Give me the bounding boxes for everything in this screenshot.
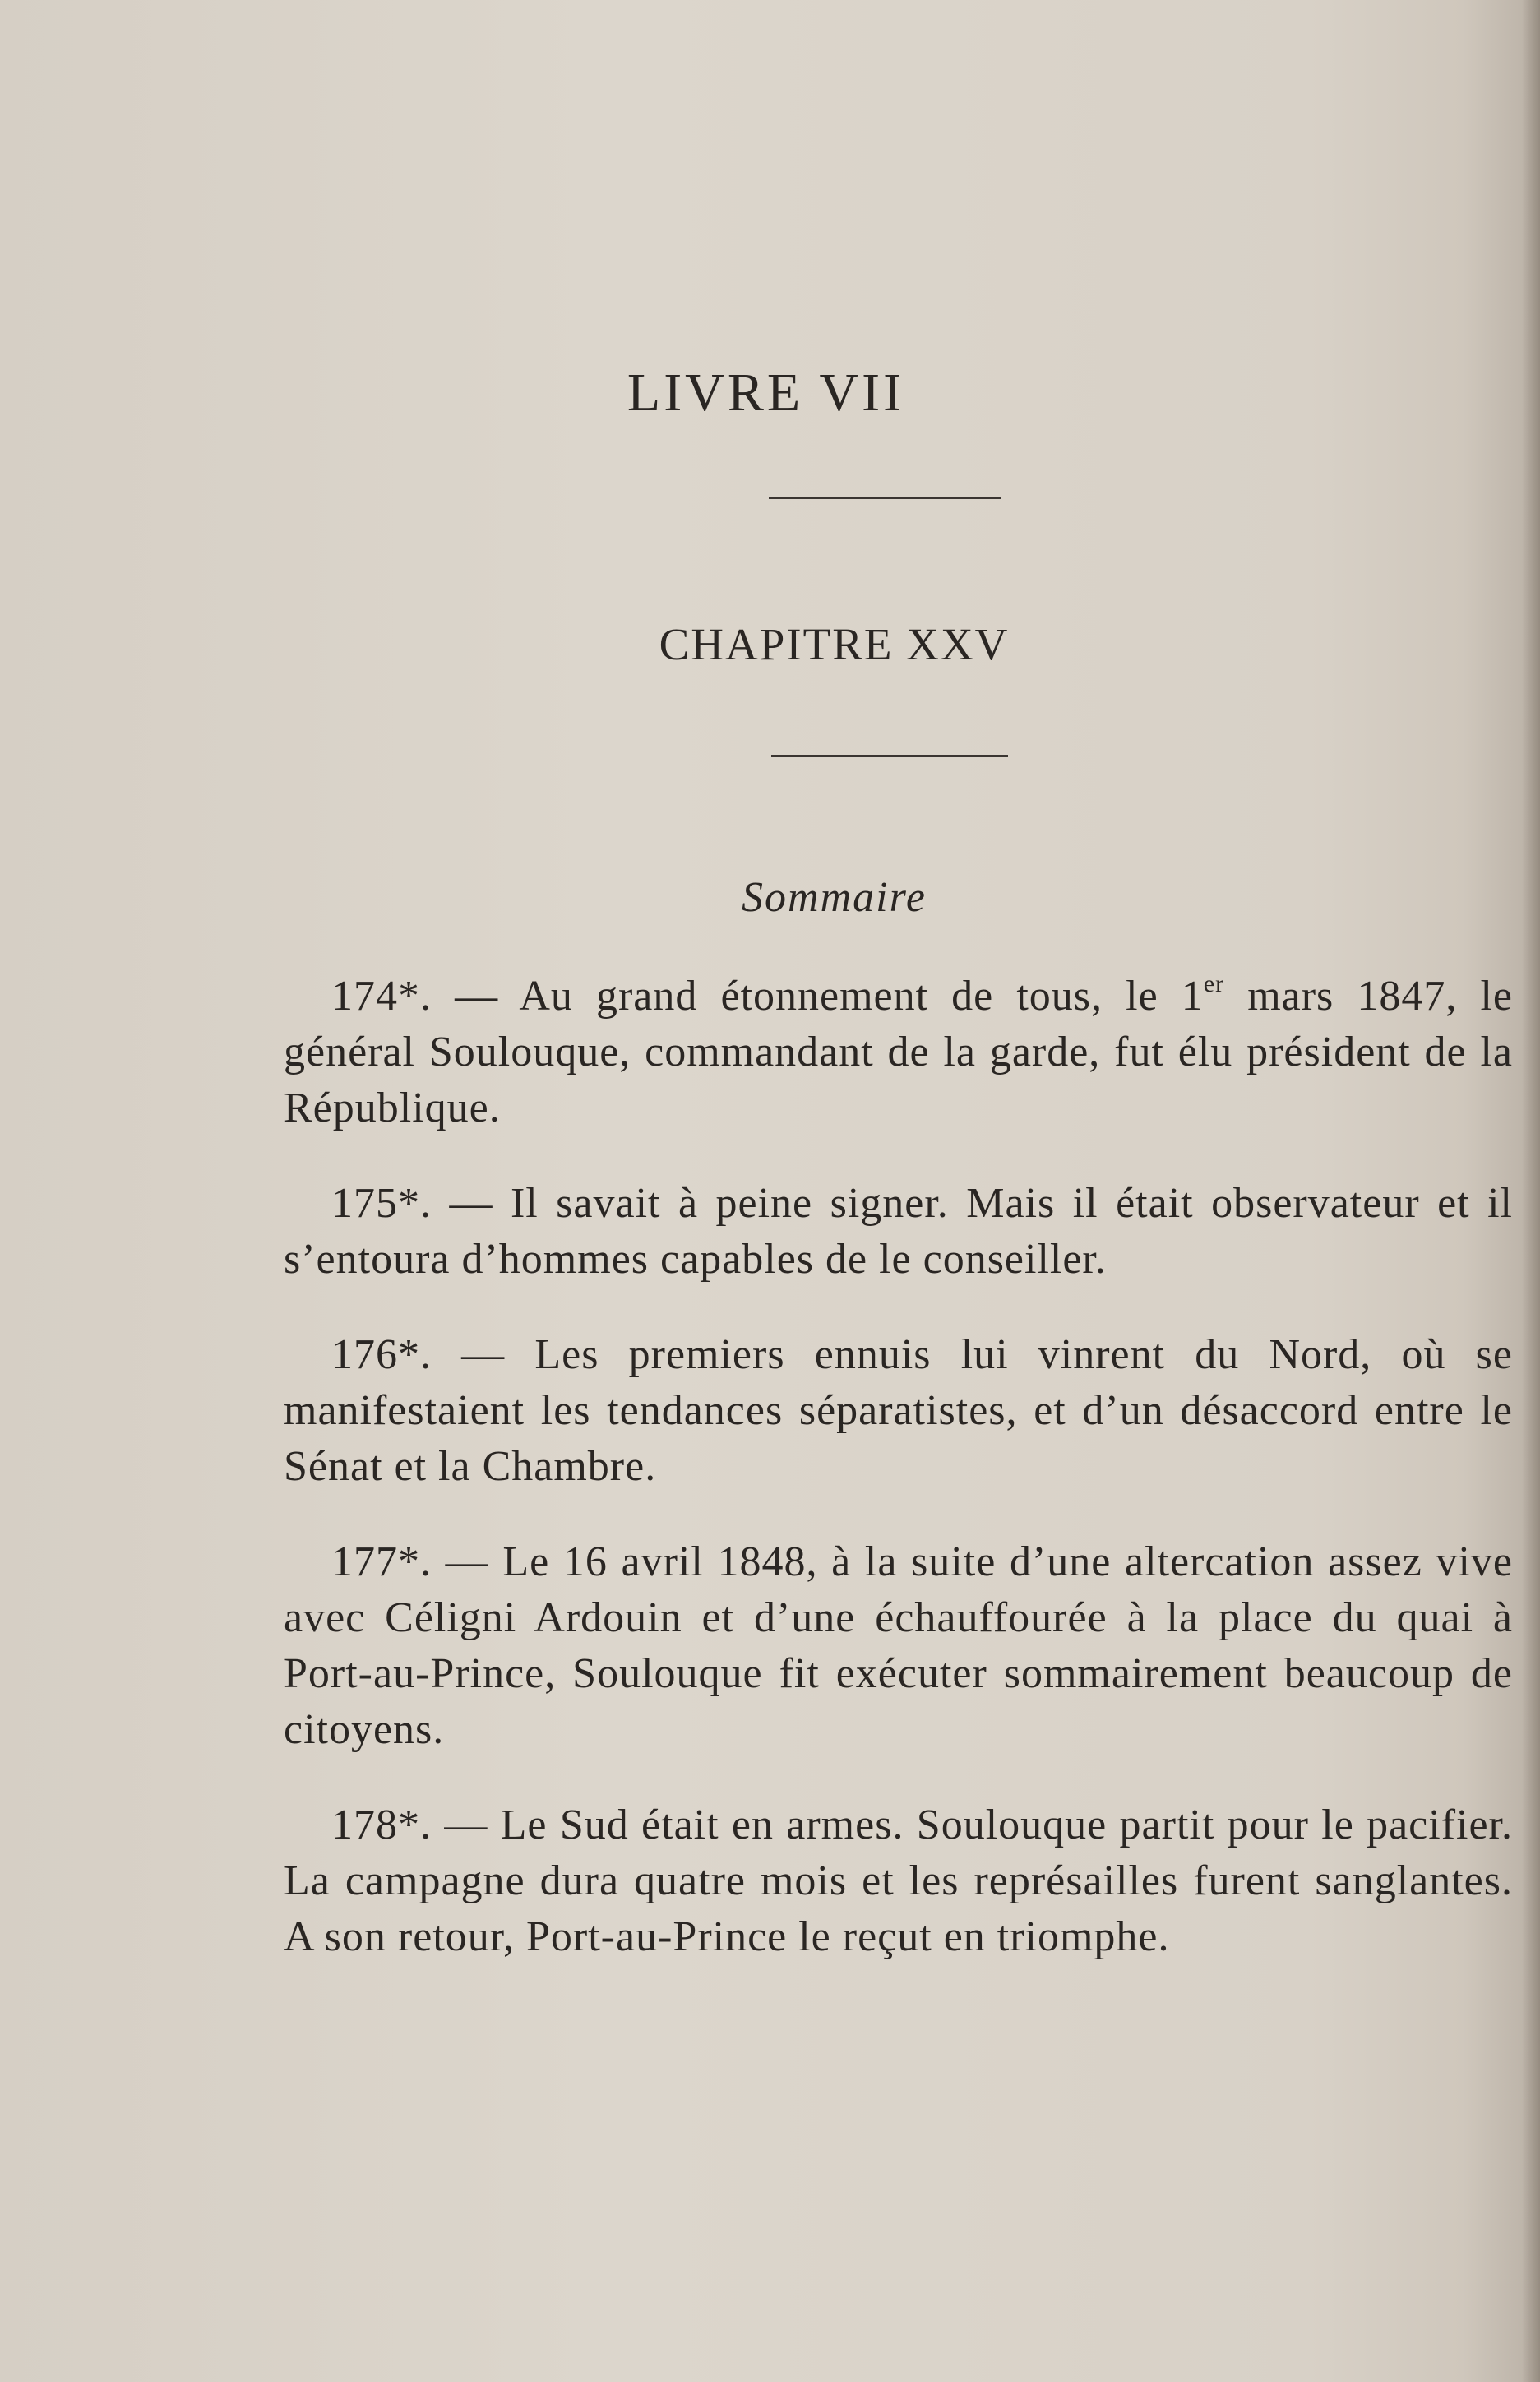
paragraph-number: 175*. (331, 1180, 432, 1227)
paragraph-178 (284, 1797, 1513, 1965)
summary-heading: Sommaire (742, 874, 927, 921)
paragraph-text: mars 1847, le général Soulouque, commandant de la garde, fut élu président de la République. (284, 973, 1514, 1131)
paragraph-text: — Au grand étonnement de tous, le 1 (432, 973, 1204, 1020)
page-edge-shadow (1522, 0, 1540, 2382)
title-divider (769, 497, 1001, 499)
paragraph-text: — Le Sud était en armes. Soulouque partit pour le pacifier. La campagne dura quatre mois et les représailles furent sanglantes. A son retour, Port-au-Prince le reçut en triomphe. (284, 1802, 1513, 1960)
ordinal-superscript: er (1203, 970, 1225, 997)
paragraph-text: — Le 16 avril 1848, à la suite d’une altercation assez vive avec Céligni Ardouin et d’une échauffourée à la place du quai à Port-au-Prince, Soulouque fit exécuter sommairement beaucoup de citoyens. (284, 1538, 1513, 1753)
paragraph-number: 174*. (331, 973, 432, 1020)
paragraph-177 (284, 1534, 1513, 1758)
paragraph-text: — Il savait à peine signer. Mais il était observateur et il s’entoura d’hommes capables de le conseiller. (284, 1180, 1513, 1283)
paragraph-175 (284, 1176, 1513, 1288)
paragraph-176 (284, 1327, 1513, 1495)
paragraph-174 (284, 969, 1513, 1136)
chapter-title: CHAPITRE XXV (659, 619, 1010, 669)
book-title: LIVRE VII (627, 363, 905, 423)
chapter-divider (771, 755, 1008, 757)
paragraph-number: 178*. (331, 1802, 432, 1848)
paragraph-number: 177*. (331, 1538, 432, 1585)
paragraph-number: 176*. (331, 1331, 432, 1378)
paragraph-text: — Les premiers ennuis lui vinrent du Nord, où se manifestaient les tendances séparatistes, et d’un désaccord entre le Sénat et la Chambre. (284, 1331, 1513, 1490)
summary-paragraphs (284, 969, 1513, 2005)
